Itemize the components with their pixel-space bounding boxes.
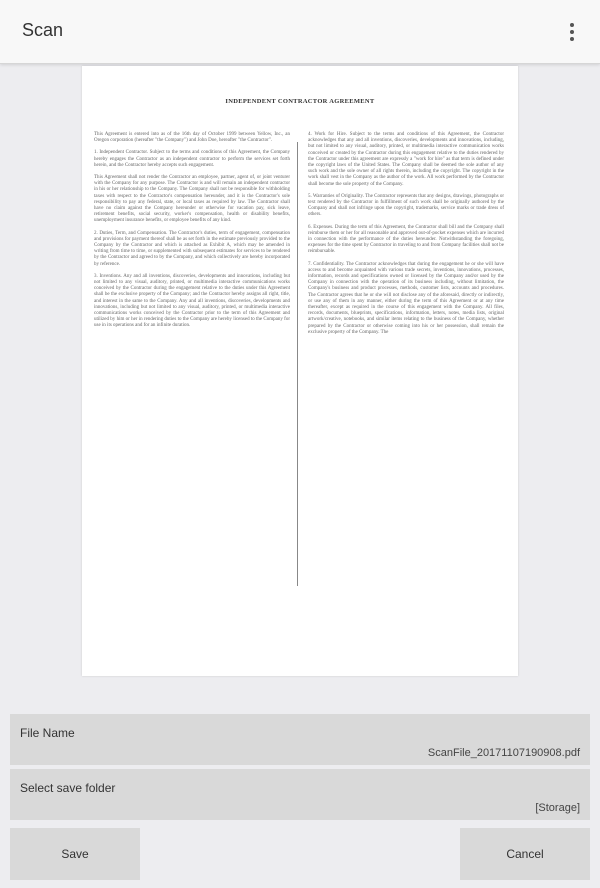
- scanned-document-preview: [82, 66, 518, 676]
- save-folder-value[interactable]: [Storage]: [535, 802, 580, 814]
- document-right-column: [308, 132, 504, 342]
- more-vert-icon[interactable]: [562, 18, 582, 46]
- document-paragraph: 2. Duties, Term, and Compensation. The Contractor's duties, term of engagement, compensation and provisions for payment thereof shall be as set forth in the estimate previously provided to the Company by the Contractor and which is attached as Exhibit A, which may be amended in writing from time to time, or supplemented with subsequent estimates for services to be rendered by the Contractor and agreed to by the Company, and which collectively are hereby incorporated by reference.: [94, 230, 290, 267]
- document-paragraph: 3. Inventions. Any and all inventions, discoveries, developments and innovations, including but not limited to any visual, auditory, printed, or multimedia interactive communications works conceived by the Contractor during the engagement relative to the duties under this Agreement shall be the exclusive property of the Company; and the Contractor hereby assigns all right, title, and interest in the same to the Company. Any and all inventions, discoveries, developments and innovations, including but not limited to any visual, auditory, printed, or multimedia interactive communications works conceived by the Contractor prior to the term of this Agreement and utilized by him or her in rendering duties to the Company are hereby licensed to the Company for use in its operations and for an infinite duration.: [94, 273, 290, 329]
- file-name-label: File Name: [20, 726, 75, 740]
- app-bar: [0, 0, 600, 64]
- document-title: INDEPENDENT CONTRACTOR AGREEMENT: [225, 98, 375, 105]
- app-title: Scan: [22, 20, 64, 40]
- document-paragraph: This Agreement is entered into as of the 16th day of October 1999 between Yellow, Inc., an Oregon corporation (hereafter "the Company") and John Doe, hereafter "the Contractor".: [94, 132, 290, 144]
- file-name-value[interactable]: ScanFile_20171107190908.pdf: [427, 747, 580, 759]
- document-paragraph: 5. Warranties of Originality. The Contractor represents that any designs, drawings, photographs or text rendered by the Contractor in fulfillment of such work shall be originally authored by the Company and shall not infringe upon the copyright, trademarks, service marks or trade dress of others.: [308, 193, 504, 218]
- document-paragraph: 7. Confidentiality. The Contractor acknowledges that during the engagement he or she will have access to and become acquainted with various trade secrets, inventions, innovations, processes, information, records and specifications owned or licensed by the Company and/or used by the Company in connection with the operation of its business including, without limitation, the Company's business and product processes, methods, customer lists, accounts and procedures. The Contractor agrees that he or she will not disclose any of the aforesaid, directly or indirectly, or use any of them in any manner, either during the term of this Agreement or at any time thereafter, except as required in the course of this engagement with the Company. All files, records, documents, blueprints, specifications, information, letters, notes, media lists, original artwork/creative, notebooks, and similar items relating to the business of the Company, whether prepared by the Contractor or otherwise coming into his or her possession, shall remain the exclusive property of the Company. The: [308, 261, 504, 335]
- save-folder-field[interactable]: [10, 769, 590, 820]
- document-paragraph: This Agreement shall not render the Contractor an employee, partner, agent of, or joint venturer with the Company for any purpose. The Contractor is and will remain an independent contractor in his or her relationship to the Company. The Company shall not be responsible for withholding taxes with respect to the Contractor's compensation hereunder, and it is the Contractor's sole responsibility to pay any federal, state, or local taxes as required by law. The Contractor shall have no claim against the Company hereunder or otherwise for vacation pay, sick leave, retirement benefits, social security, worker's compensation, health or disability benefits, unemployment insurance benefits, or employee benefits of any kind.: [94, 175, 290, 224]
- document-paragraph: 1. Independent Contractor. Subject to the terms and conditions of this Agreement, the Company hereby engages the Contractor as an independent contractor to perform the services set forth herein, and the Contractor hereby accepts such engagement.: [94, 150, 290, 168]
- file-name-field[interactable]: [10, 714, 590, 765]
- document-left-column: [94, 132, 290, 336]
- save-button[interactable]: Save: [10, 828, 140, 880]
- document-paragraph: 6. Expenses. During the term of this Agreement, the Contractor shall bill and the Company shall reimburse them or her for all reasonable and approved out-of-pocket expenses which are incurred in connection with the performance of the duties hereunder. Notwithstanding the foregoing, expenses for the time spent by Contractor in traveling to and from Company facilities shall not be reimbursable.: [308, 224, 504, 255]
- document-paragraph: 4. Work for Hire. Subject to the terms and conditions of this Agreement, the Contractor acknowledges that any and all inventions, discoveries, developments and innovations, including, but not limited to any visual, auditory, printed, or multimedia interactive communication works conceived or created by the Contractor during this engagement relative to the duties rendered by the Contractor under this agreement are expressly a "work for hire" as that term is defined under the copyright laws of the United States. The Company shall be deemed the sole author of any such work and the sole owner of all rights therein, including the copyright. The copyright in the work shall vest in the Company as the author of the work. All work performed by the Contractor shall become the sole property of the Company.: [308, 132, 504, 187]
- cancel-button[interactable]: Cancel: [460, 828, 590, 880]
- save-folder-label: Select save folder: [20, 781, 116, 795]
- column-divider: [297, 142, 298, 586]
